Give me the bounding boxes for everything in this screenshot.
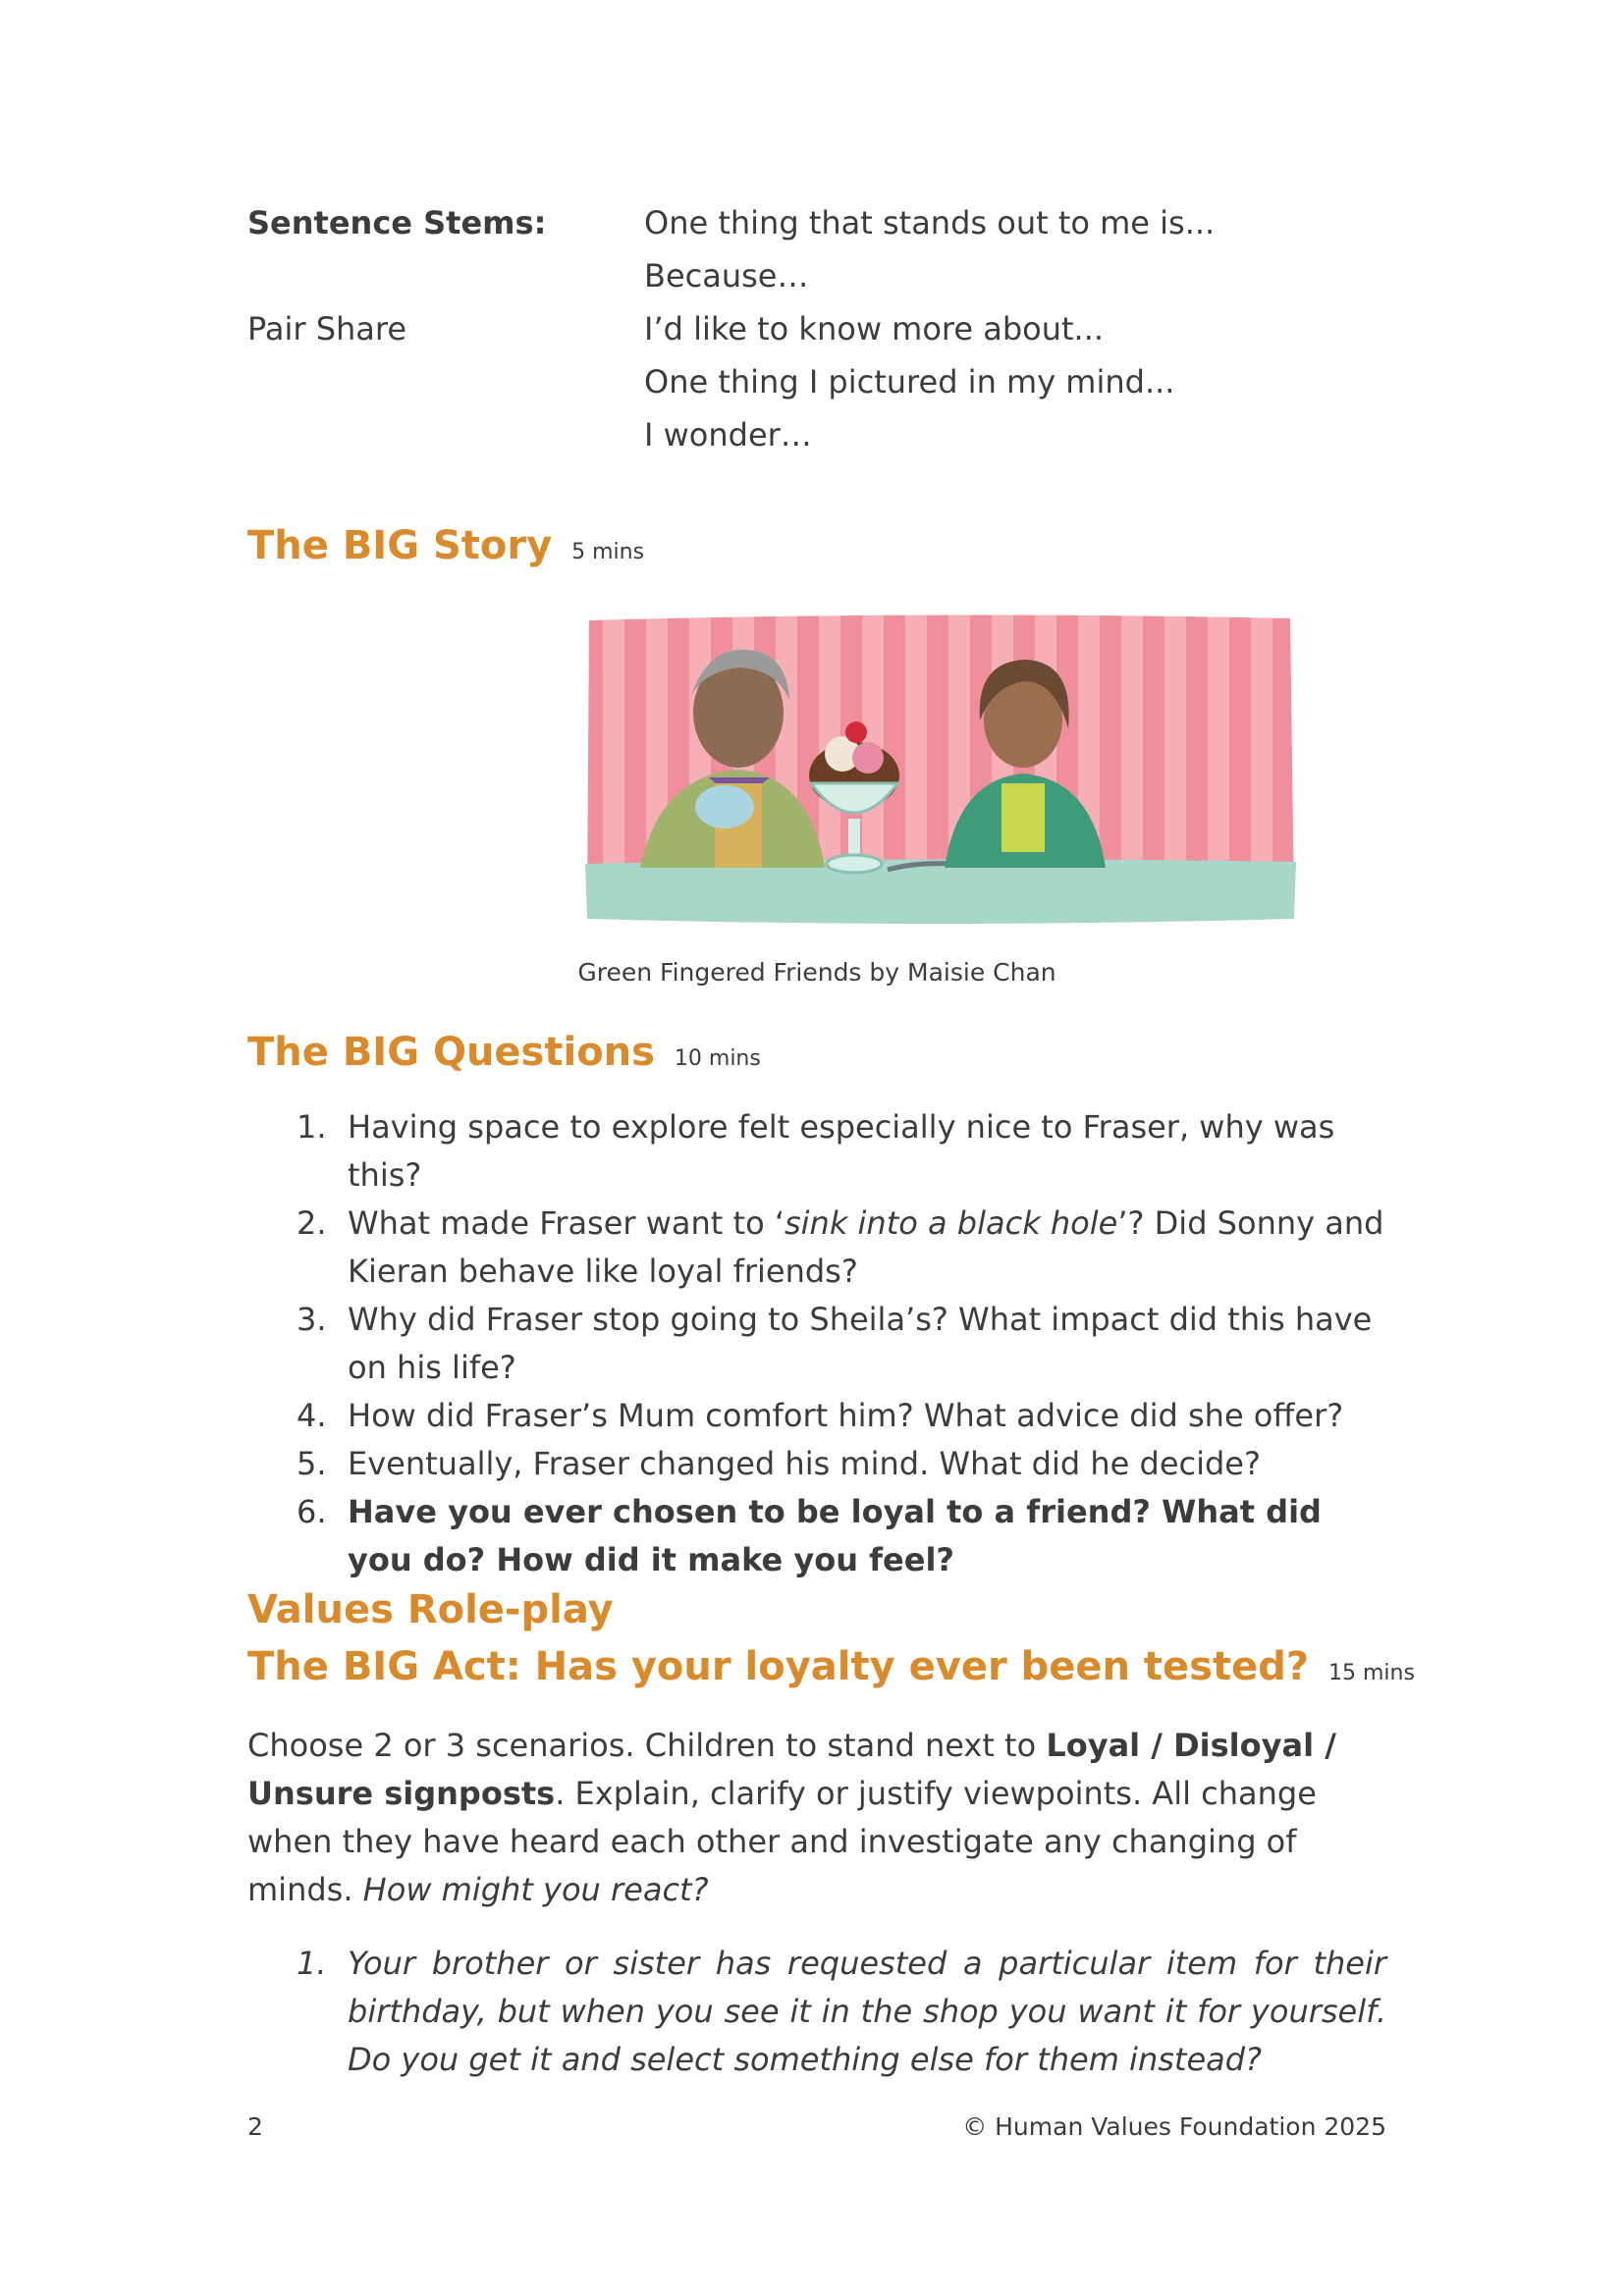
roleplay-title: Values Role-play bbox=[247, 1587, 614, 1632]
question-text: What made Fraser want to ‘ bbox=[348, 1204, 785, 1242]
stem-line: I wonder… bbox=[644, 416, 812, 454]
copyright: © Human Values Foundation 2025 bbox=[962, 2112, 1386, 2141]
story-time: 5 mins bbox=[571, 540, 645, 564]
question-item bbox=[247, 1440, 1386, 1488]
page-number: 2 bbox=[247, 2112, 263, 2141]
intro-signposts: Loyal / Disloyal / Unsure signposts bbox=[247, 1727, 1336, 1812]
question-number: 2. bbox=[297, 1204, 327, 1242]
questions-heading bbox=[247, 1025, 761, 1087]
intro-text: . Explain, clarify or justify viewpoints. All change when they have heard each other and investigate any changing of minds. bbox=[247, 1775, 1317, 1908]
question-text: Eventually, Fraser changed his mind. What did he decide? bbox=[348, 1445, 1261, 1482]
big-act-heading bbox=[247, 1639, 1415, 1701]
question-number: 3. bbox=[297, 1301, 327, 1338]
roleplay-intro bbox=[247, 1722, 1386, 1914]
question-item bbox=[247, 1392, 1386, 1440]
intro-text: Choose 2 or 3 scenarios. Children to stand next to bbox=[247, 1727, 1047, 1764]
stem-line: Because… bbox=[644, 257, 809, 294]
stem-lines bbox=[644, 196, 1215, 461]
stem-line: One thing that stands out to me is... bbox=[644, 204, 1216, 241]
questions-list bbox=[247, 1103, 1386, 1584]
pair-share-label: Pair Share bbox=[247, 310, 407, 347]
stem-line: I’d like to know more about... bbox=[644, 310, 1105, 347]
question-item bbox=[247, 1488, 1386, 1584]
big-act-time: 15 mins bbox=[1328, 1661, 1415, 1685]
question-number: 1. bbox=[297, 1108, 327, 1146]
questions-time: 10 mins bbox=[674, 1046, 761, 1071]
story-illustration bbox=[581, 611, 1300, 925]
story-heading bbox=[247, 518, 644, 580]
question-item bbox=[247, 1200, 1386, 1296]
questions-title: The BIG Questions bbox=[247, 1030, 655, 1075]
scenarios-list bbox=[247, 1940, 1386, 2084]
question-text: Having space to explore felt especially nice to Fraser, why was this? bbox=[348, 1108, 1335, 1194]
big-act-title: The BIG Act: Has your loyalty ever been tested? bbox=[247, 1644, 1310, 1689]
scenario-number: 1. bbox=[297, 1945, 327, 1982]
story-title: The BIG Story bbox=[247, 523, 553, 568]
question-number: 5. bbox=[297, 1445, 327, 1482]
stem-line: One thing I pictured in my mind... bbox=[644, 363, 1175, 400]
question-number: 6. bbox=[297, 1493, 327, 1530]
sentence-stems-label: Sentence Stems: bbox=[247, 204, 547, 241]
scenario-text: Your brother or sister has requested a particular item for their birthday, but when you see it in the shop you want it for yourself. Do you get it and select something else for them instead? bbox=[348, 1945, 1386, 2078]
intro-question: How might you react? bbox=[362, 1871, 709, 1908]
question-text: How did Fraser’s Mum comfort him? What advice did she offer? bbox=[348, 1397, 1344, 1434]
question-text: Have you ever chosen to be loyal to a friend? What did you do? How did it make you feel? bbox=[348, 1493, 1322, 1578]
question-text: Why did Fraser stop going to Sheila’s? What impact did this have on his life? bbox=[348, 1301, 1373, 1386]
question-text: ’? Did Sonny and Kieran behave like loyal friends? bbox=[348, 1204, 1384, 1290]
story-caption: Green Fingered Friends by Maisie Chan bbox=[577, 958, 1056, 987]
question-number: 4. bbox=[297, 1397, 327, 1434]
question-item bbox=[247, 1296, 1386, 1392]
question-quote: sink into a black hole bbox=[784, 1204, 1118, 1242]
question-item bbox=[247, 1103, 1386, 1200]
scenario-item bbox=[247, 1940, 1386, 2084]
